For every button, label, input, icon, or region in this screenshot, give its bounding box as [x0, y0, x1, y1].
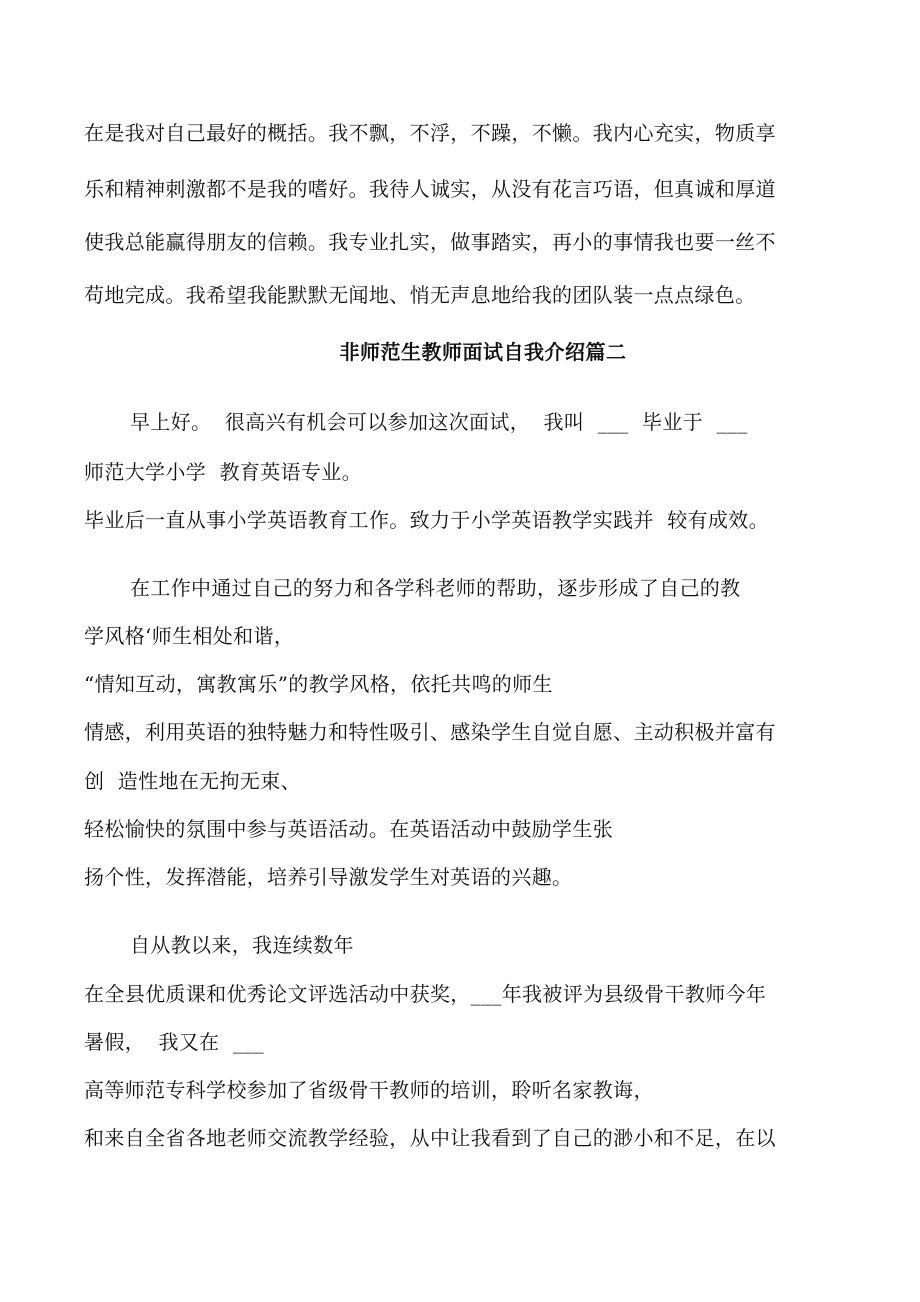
text-line: 毕业后一直从事小学英语教育工作。致力于小学英语教学实践并 较有成效。: [84, 508, 769, 532]
text-line: 和来自全省各地老师交流教学经验，从中让我看到了自己的渺小和不足，在以: [84, 1126, 776, 1150]
section-heading: 非师范生教师面试自我介绍篇二: [339, 340, 627, 364]
text-line: 早上好。 很高兴有机会可以参加这次面试， 我叫 ___ 毕业于 ___: [130, 410, 748, 434]
text-line: 乐和精神刺激都不是我的嗜好。我待人诚实，从没有花言巧语，但真诚和厚道: [84, 177, 776, 201]
text-line: 苟地完成。我希望我能默默无闻地、悄无声息地给我的团队装一点点绿色。: [84, 283, 756, 307]
text-line: 学风格‘师生相处和谐，: [84, 624, 295, 648]
text-line: 自从教以来，我连续数年: [130, 933, 354, 957]
text-line: 创 造性地在无拘无束、: [84, 769, 301, 793]
text-line: 使我总能赢得朋友的信赖。我专业扎实，做事踏实，再小的事情我也要一丝不: [84, 230, 776, 254]
text-line: 在工作中通过自己的努力和各学科老师的帮助，逐步形成了自己的教: [130, 576, 741, 600]
text-line: 扬个性，发挥潜能，培养引导激发学生对英语的兴趣。: [84, 865, 573, 889]
text-line: 高等师范专科学校参加了省级骨干教师的培训，聆听名家教诲，: [84, 1078, 654, 1102]
text-line: 轻松愉快的氛围中参与英语活动。在英语活动中鼓励学生张: [84, 817, 614, 841]
text-line: 在全县优质课和优秀论文评选活动中获奖，___年我被评为县级骨干教师今年: [84, 982, 767, 1006]
text-line: 在是我对自己最好的概括。我不飘，不浮，不躁，不懒。我内心充实，物质享: [84, 121, 776, 145]
text-line: 情感，利用英语的独特魅力和特性吸引、感染学生自觉自愿、主动积极并富有: [84, 720, 776, 744]
text-line: 暑假， 我又在 ___: [84, 1030, 264, 1054]
text-line: 师范大学小学 教育英语专业。: [84, 460, 362, 484]
text-line: “情知互动，寓教寓乐”的教学风格，依托共鸣的师生: [84, 672, 553, 696]
